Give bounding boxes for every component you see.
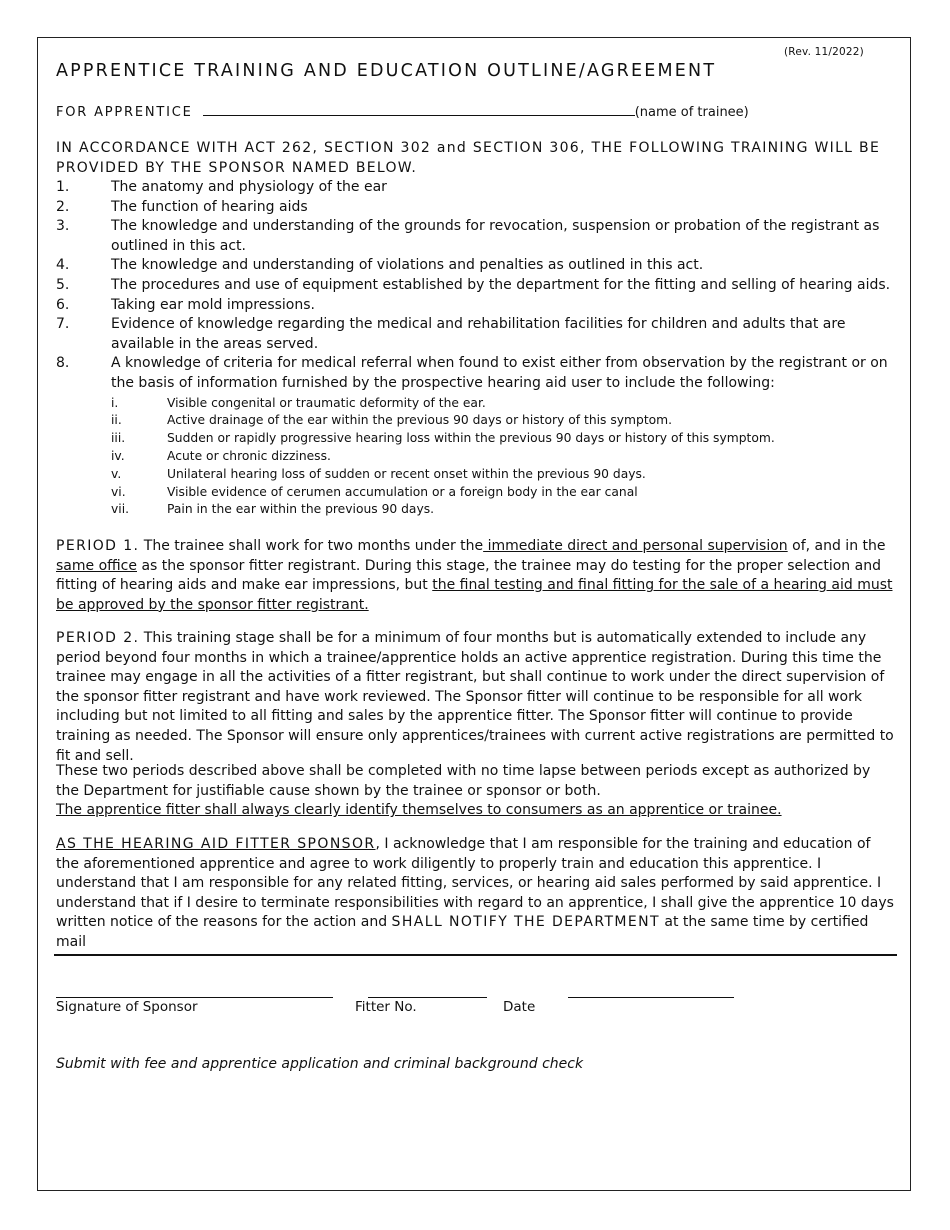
sub-list-item: ii. Active drainage of the ear within the previous 90 days or history of this symptom. <box>111 413 673 428</box>
fitter-number-label: Fitter No. <box>355 999 417 1015</box>
period-2-paragraph: PERIOD 2. This training stage shall be for a minimum of four months but is automatically extended to include any period beyond four months in which a trainee/apprentice holds an active apprentice registration. During this time the trainee may engage in all the activities of a fitter registrant, but shall continue to work under the direct supervision of the sponsor fitter registrant and have work reviewed. The Sponsor fitter will continue to be responsible for all work including but not limited to all fitting and sales by the apprentice fitter. The Sponsor fitter will continue to provide training as needed. The Sponsor will ensure only apprentices/trainees with current active registrations are permitted to fit and sell. <box>56 630 894 764</box>
sub-list-item: vii. Pain in the ear within the previous 90 days. <box>111 502 435 517</box>
apprentice-name-note: (name of trainee) <box>634 105 749 120</box>
list-item: 3. The knowledge and understanding of the grounds for revocation, suspension or probation of the registrant as outlined in this act. <box>56 218 880 254</box>
revision-label: (Rev. 11/2022) <box>784 46 864 58</box>
fitter-number-field[interactable] <box>368 985 487 998</box>
sponsor-acknowledgement: AS THE HEARING AID FITTER SPONSOR, I acknowledge that I am responsible for the training and education of the aforementioned apprentice and agree to work diligently to properly train and education this apprentice. I understand that I am responsible for any related fitting, services, or hearing aid sales performed by said apprentice. I understand that if I desire to terminate responsibilities with regard to an apprentice, I shall give the apprentice 10 days written notice of the reasons for the action and SHALL NOTIFY THE DEPARTMENT at the same time by certified mail <box>56 836 894 950</box>
apprentice-name-field[interactable] <box>203 103 635 116</box>
apprentice-name-row <box>56 103 749 120</box>
sub-list-item: v. Unilateral hearing loss of sudden or recent onset within the previous 90 days. <box>111 466 646 481</box>
apprentice-label: FOR APPRENTICE <box>56 105 193 120</box>
training-list <box>56 178 898 519</box>
sub-list-item: iv. Acute or chronic dizziness. <box>111 448 331 463</box>
list-item: 6. Taking ear mold impressions. <box>56 296 315 313</box>
sub-list-item: vi. Visible evidence of cerumen accumulation or a foreign body in the ear canal <box>111 484 638 499</box>
list-item: 1. The anatomy and physiology of the ear <box>56 179 387 195</box>
form-title: APPRENTICE TRAINING AND EDUCATION OUTLINE/AGREEMENT <box>56 61 717 81</box>
submit-instructions: Submit with fee and apprentice application and criminal background check <box>56 1056 584 1072</box>
date-label: Date <box>503 999 536 1015</box>
periods-note-paragraph: These two periods described above shall be completed with no time lapse between periods except as authorized by the Department for justifiable cause shown by the trainee or sponsor or both. The apprentice fitter shall always clearly identify themselves to consumers as an apprentice or trainee. <box>56 763 871 819</box>
list-item: 2. The function of hearing aids <box>56 198 308 215</box>
section-divider <box>54 954 897 956</box>
list-item: 8. A knowledge of criteria for medical referral when found to exist either from observation by the registrant or on the basis of information furnished by the prospective hearing aid user to include the following: i. Visible congenital or traumatic deformity of the ear. ii. Active drainage of the ear within the previous 90 days or history of this symptom. iii. Sudden or rapidly progressive hearing loss within the previous 90 days or history of this symptom. iv. Acute or chronic dizziness. v. Unilateral hearing loss of sudden or recent onset within the previous 90 days. vi. Visible evidence of cerumen accumulation or a foreign body in the ear canal vii. Pain in the ear within the previous 90 days. <box>56 354 898 519</box>
period-1-paragraph: PERIOD 1. The trainee shall work for two months under the immediate direct and personal supervision of, and in the same office as the sponsor fitter registrant. During this stage, the trainee may do testing for the proper selection and fitting of hearing aids and make ear impressions, but the final testing and final fitting for the sale of a hearing aid must be approved by the sponsor fitter registrant. <box>56 538 893 613</box>
accordance-heading: IN ACCORDANCE WITH ACT 262, SECTION 302 and SECTION 306, THE FOLLOWING TRAINING WILL BE PROVIDED BY THE SPONSOR NAMED BELOW. <box>56 140 881 176</box>
list-item: 5. The procedures and use of equipment established by the department for the fitting and selling of hearing aids. <box>56 276 891 293</box>
list-item: 4. The knowledge and understanding of violations and penalties as outlined in this act. <box>56 257 704 274</box>
date-field[interactable] <box>568 985 734 998</box>
referral-criteria-list <box>111 395 898 520</box>
sponsor-signature-field[interactable] <box>56 985 333 998</box>
sub-list-item: iii. Sudden or rapidly progressive hearing loss within the previous 90 days or history of this symptom. <box>111 431 775 446</box>
sub-list-item: i. Visible congenital or traumatic deformity of the ear. <box>111 395 486 410</box>
sponsor-signature-label: Signature of Sponsor <box>56 999 198 1015</box>
list-item: 7. Evidence of knowledge regarding the medical and rehabilitation facilities for children and adults that are available in the areas served. <box>56 316 846 352</box>
